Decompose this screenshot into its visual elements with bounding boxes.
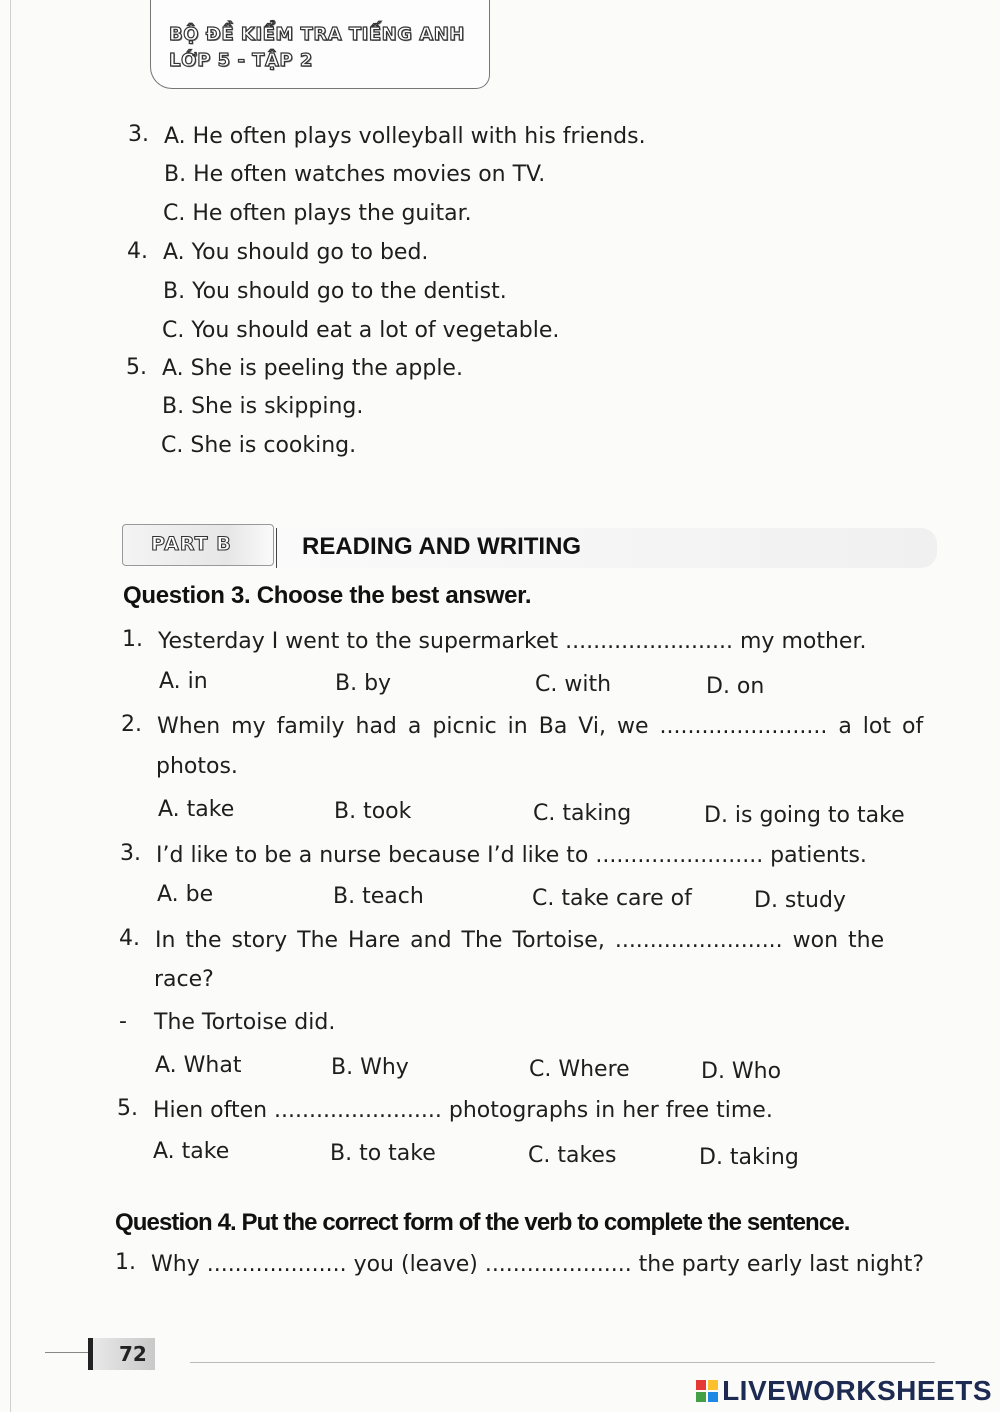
brand-square — [696, 1392, 706, 1402]
page-edge-rule — [10, 0, 11, 1412]
option-a: A. take — [158, 797, 235, 822]
option-a: A. take — [153, 1139, 230, 1164]
option-c: C. taking — [533, 801, 632, 826]
option-b: B. to take — [330, 1141, 436, 1166]
item-number: 1. — [122, 627, 143, 652]
question4-title: Question 4. Put the correct form of the verb to complete the sentence. — [115, 1209, 850, 1236]
brand-square — [708, 1392, 718, 1402]
question3-title: Question 3. Choose the best answer. — [123, 582, 532, 609]
option-d: D. taking — [699, 1145, 799, 1170]
option-text: A. You should go to bed. — [163, 240, 429, 265]
option-a: A. in — [159, 669, 208, 694]
question-text: Why .................... you (leave) ..................... the party early last night? — [151, 1252, 925, 1277]
brand-grid-icon — [696, 1380, 718, 1402]
brand-square — [696, 1380, 706, 1390]
part-b-label: PART B — [151, 533, 232, 555]
option-text: B. He often watches movies on TV. — [164, 162, 546, 187]
item-number: 4. — [119, 926, 140, 951]
item-number: 2. — [121, 712, 142, 737]
option-d: D. study — [754, 888, 846, 913]
question-text: I’d like to be a nurse because I’d like to ........................ patients. — [156, 843, 867, 868]
question-text-cont: photos. — [156, 754, 238, 779]
option-b: B. took — [334, 799, 412, 824]
question-text: When my family had a picnic in Ba Vi, we ........................ a lot of — [157, 714, 924, 739]
brand-square — [708, 1380, 718, 1390]
item-number: 5. — [126, 355, 147, 380]
option-text: A. She is peeling the apple. — [162, 356, 463, 381]
item-number: 3. — [120, 841, 141, 866]
option-d: D. on — [706, 674, 765, 699]
option-c: C. take care of — [532, 886, 692, 911]
footer-tick — [45, 1352, 88, 1353]
item-number: 3. — [128, 122, 149, 147]
option-text: C. She is cooking. — [161, 433, 357, 458]
section-title: READING AND WRITING — [302, 533, 582, 560]
option-c: C. takes — [528, 1143, 617, 1168]
question-text-cont: race? — [154, 967, 214, 992]
option-text: B. She is skipping. — [162, 394, 364, 419]
option-text: C. You should eat a lot of vegetable. — [162, 318, 560, 343]
option-a: A. What — [155, 1053, 242, 1078]
page-number: 72 — [119, 1342, 147, 1366]
part-b-tab — [122, 524, 274, 566]
option-b: B. teach — [333, 884, 424, 909]
question-text: Hien often ........................ photographs in her free time. — [153, 1098, 773, 1123]
item-number: 1. — [115, 1250, 136, 1275]
option-d: D. Who — [701, 1059, 782, 1084]
page-number-box — [88, 1338, 155, 1370]
answer-dash: - — [119, 1009, 127, 1034]
book-subtitle: LỚP 5 - TẬP 2 — [169, 50, 313, 71]
item-number: 5. — [117, 1096, 138, 1121]
footer-rule — [190, 1362, 935, 1363]
book-header — [150, 0, 490, 89]
option-b: B. by — [335, 671, 392, 696]
option-c: C. with — [535, 672, 612, 697]
option-text: B. You should go to the dentist. — [163, 279, 507, 304]
answer-text: The Tortoise did. — [154, 1010, 336, 1035]
item-number: 4. — [127, 239, 148, 264]
option-c: C. Where — [529, 1057, 630, 1082]
question-text: In the story The Hare and The Tortoise, ........................ won the — [155, 928, 885, 953]
option-d: D. is going to take — [704, 803, 905, 828]
question-text: Yesterday I went to the supermarket ........................ my mother. — [158, 629, 867, 654]
brand-name: LIVEWORKSHEETS — [722, 1375, 992, 1406]
option-b: B. Why — [331, 1055, 409, 1080]
book-title: BỘ ĐỀ KIỂM TRA TIẾNG ANH — [169, 24, 465, 45]
option-text: C. He often plays the guitar. — [163, 201, 472, 226]
option-text: A. He often plays volleyball with his friends. — [164, 124, 646, 149]
option-a: A. be — [157, 882, 214, 907]
liveworksheets-logo[interactable] — [696, 1376, 992, 1406]
